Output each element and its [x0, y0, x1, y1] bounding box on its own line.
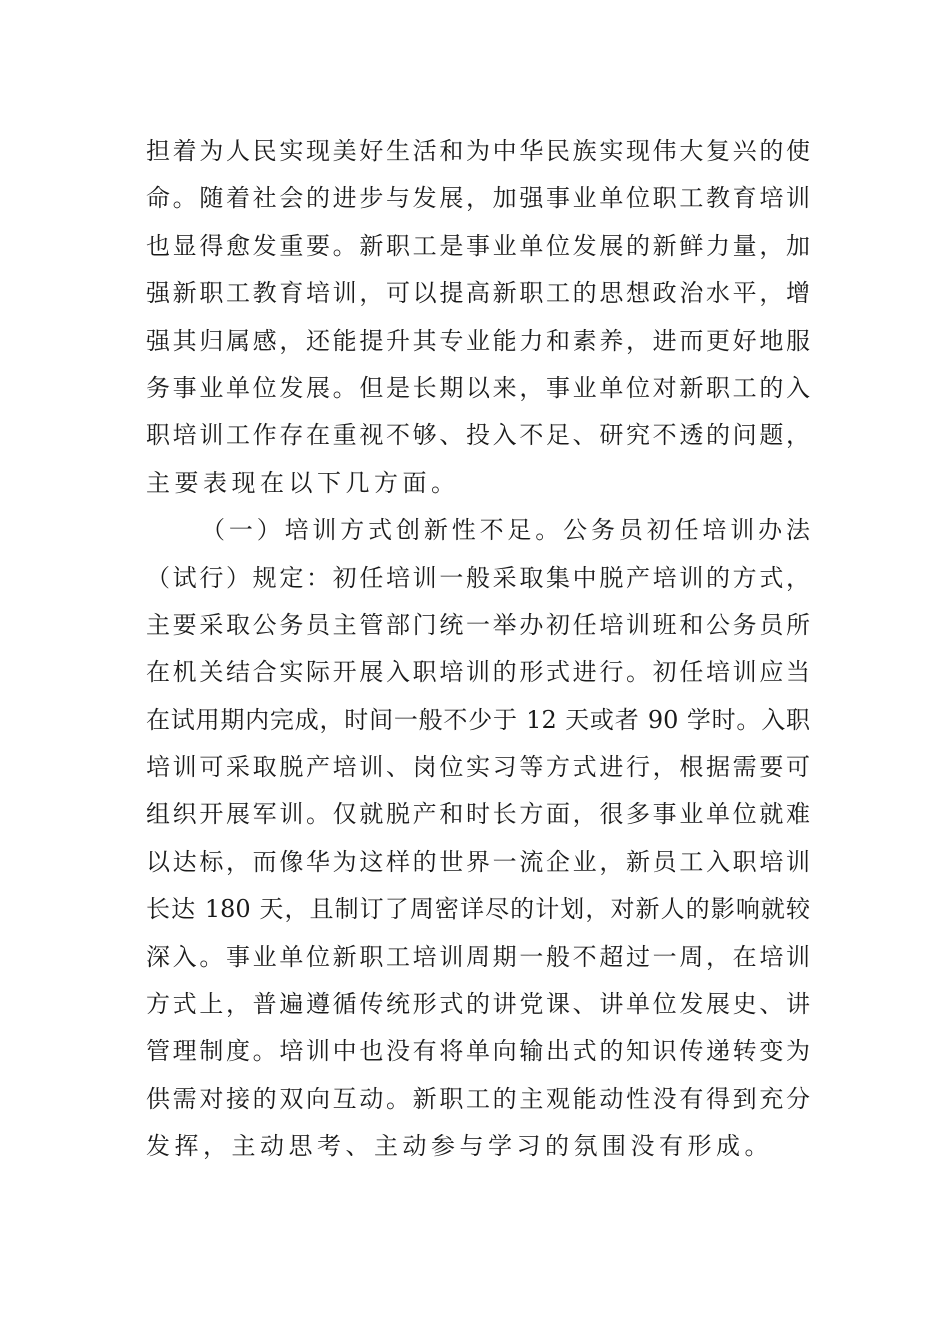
paragraph-line: 长达 180 天，且制订了周密详尽的计划，对新人的影响就较	[146, 895, 810, 924]
paragraph-line: 也显得愈发重要。新职工是事业单位发展的新鲜力量，加	[146, 231, 810, 260]
paragraph-line: 深入。事业单位新职工培训周期一般不超过一周，在培训	[146, 942, 810, 971]
paragraph-line: 在机关结合实际开展入职培训的形式进行。初任培训应当	[146, 658, 810, 687]
paragraph-line: 发挥，主动思考、主动参与学习的氛围没有形成。	[146, 1132, 773, 1161]
paragraph-line: （试行）规定：初任培训一般采取集中脱产培训的方式，	[146, 563, 810, 592]
paragraph-line: 培训可采取脱产培训、岗位实习等方式进行，根据需要可	[146, 753, 810, 782]
paragraph-line: 组织开展军训。仅就脱产和时长方面，很多事业单位就难	[146, 800, 810, 829]
paragraph-line: 务事业单位发展。但是长期以来，事业单位对新职工的入	[146, 373, 810, 402]
paragraph-line: 供需对接的双向互动。新职工的主观能动性没有得到充分	[146, 1084, 810, 1113]
paragraph-line: 管理制度。培训中也没有将单向输出式的知识传递转变为	[146, 1037, 810, 1066]
document-body	[146, 128, 810, 1171]
paragraph-line: 主要采取公务员主管部门统一举办初任培训班和公务员所	[146, 610, 810, 639]
paragraph-line: 担着为人民实现美好生活和为中华民族实现伟大复兴的使	[146, 137, 810, 165]
paragraph-line: 方式上，普遍遵循传统形式的讲党课、讲单位发展史、讲	[146, 990, 810, 1019]
paragraph-line: 主要表现在以下几方面。	[146, 468, 460, 497]
paragraph-line: 在试用期内完成，时间一般不少于 12 天或者 90 学时。入职	[146, 705, 810, 734]
paragraph-line: 以达标，而像华为这样的世界一流企业，新员工入职培训	[146, 847, 810, 876]
paragraph-line: 强其归属感，还能提升其专业能力和素养，进而更好地服	[146, 326, 810, 355]
section-heading-line: （一）培训方式创新性不足。公务员初任培训办法	[201, 516, 810, 545]
paragraph-line: 强新职工教育培训，可以提高新职工的思想政治水平，增	[146, 279, 810, 308]
paragraph-line: 命。随着社会的进步与发展，加强事业单位职工教育培训	[146, 184, 810, 213]
paragraph-line: 职培训工作存在重视不够、投入不足、研究不透的问题，	[146, 421, 810, 450]
